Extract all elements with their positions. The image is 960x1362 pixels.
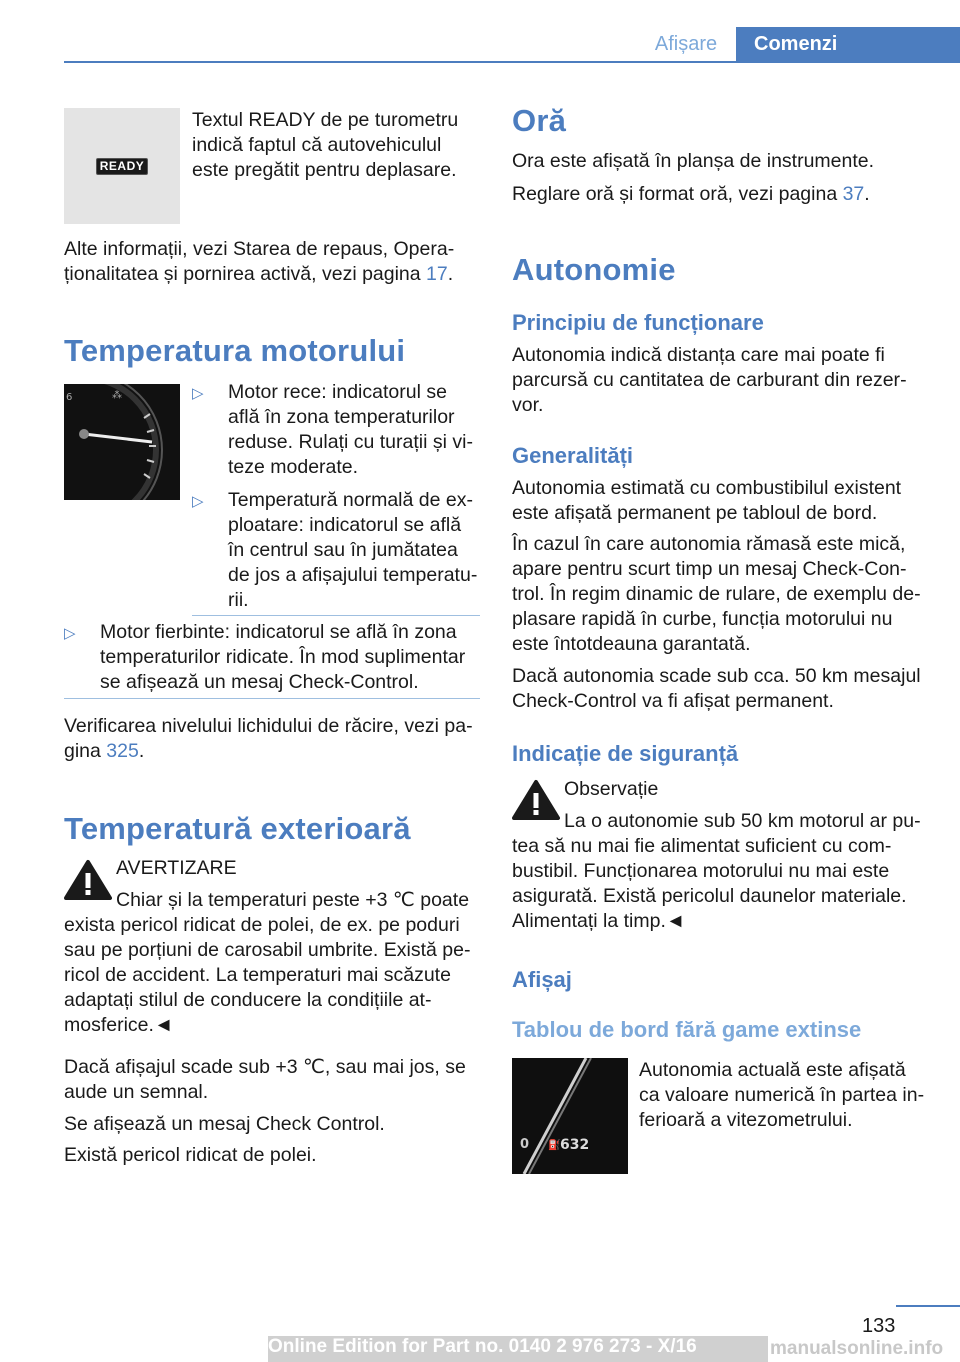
- bullet-arrow-icon: ▷: [192, 385, 204, 402]
- general-heading: Generalități: [512, 443, 634, 468]
- dashboard-heading: Tablou de bord fără game extinse: [512, 1017, 862, 1042]
- page-number: 133: [862, 1315, 896, 1337]
- warning-label: AVERTIZARE: [116, 857, 237, 879]
- header-section-label[interactable]: Afișare: [654, 33, 718, 55]
- clock-set-end: .: [864, 183, 870, 205]
- svg-text:6: 6: [66, 392, 73, 403]
- ice-risk-paragraph: Există pericol ridicat de polei.: [64, 1144, 317, 1166]
- clock-set-paragraph: [512, 182, 928, 207]
- page-link-325[interactable]: 325: [106, 740, 139, 762]
- safety-heading: Indicație de siguranță: [512, 741, 739, 766]
- gauge-zero-label: 0: [520, 1137, 530, 1152]
- warning-text: Chiar și la temperaturi peste +3 ℃ poate exista pericol ridicat de polei, de ex. pe poduri sau pe porțiuni de carosabil umbrite. Există pericol de accident. La temperaturi mai scăzute adaptați stilul de conducere la condițiile atmosferice.◄: [64, 889, 471, 1036]
- principle-paragraph: Autonomia indică distanța care mai poate fi parcursă cu cantitatea de carburant din rezervor.: [512, 344, 907, 416]
- footer-rule: [896, 1305, 960, 1307]
- fuel-pump-icon: ⛽: [548, 1140, 561, 1151]
- clock-heading: Oră: [512, 103, 567, 138]
- watermark: manualsonline.info: [770, 1338, 944, 1359]
- page-link-17[interactable]: 17: [426, 263, 448, 285]
- speedometer-graphic: [512, 1058, 628, 1174]
- gauge-range-value: 632: [560, 1137, 590, 1153]
- general-paragraph-2: În cazul în care autonomia rămasă este mică, apare pentru scurt timp un mesaj Check-Control. În regim dinamic de rulare, de exemplu deplasare rapidă în curbe, funcția motorului nu este întotdeauna garantată.: [512, 533, 921, 655]
- bullet-arrow-icon: ▷: [192, 493, 204, 510]
- header-chapter-tab[interactable]: Comenzi: [736, 27, 960, 61]
- page-header: [0, 0, 960, 62]
- bullet-cold-text: Motor rece: indicatorul se află în zona temperaturilor reduse. Rulați cu turații și viteze moderate.: [228, 381, 473, 478]
- note-label: Observație: [564, 778, 659, 800]
- clock-set-text: Reglare oră și format oră, vezi pagina: [512, 183, 843, 205]
- more-info-end: .: [447, 263, 454, 285]
- general-paragraph-1: Autonomia estimată cu combustibilul existent este afișată permanent pe tabloul de bord.: [512, 477, 902, 524]
- footer-edition: Online Edition for Part no. 0140 2 976 273 - X/16: [268, 1336, 697, 1357]
- bullet-arrow-icon: ▷: [64, 625, 76, 642]
- engine-temp-gauge-image: [64, 384, 180, 500]
- ready-badge: [96, 158, 148, 175]
- coolant-paragraph: [64, 714, 480, 764]
- principle-heading: Principiu de funcționare: [512, 310, 764, 335]
- range-heading: Autonomie: [512, 252, 676, 287]
- general-paragraph-3: Dacă autonomia scade sub cca. 50 km mesajul Check-Control va fi afișat permanent.: [512, 665, 921, 712]
- speedometer-range-image: [512, 1058, 628, 1174]
- more-info-text: Alte informații, vezi Starea de repaus, Operaționalitatea și pornirea activă, vezi pagina: [64, 238, 455, 285]
- engine-temp-heading: Temperatura motorului: [64, 333, 406, 368]
- more-info-paragraph: [64, 237, 480, 287]
- signal-paragraph: Dacă afișajul scade sub +3 ℃, sau mai jos, se aude un semnal.: [64, 1056, 466, 1103]
- note-text: La o autonomie sub 50 km motorul ar putea să nu mai fie alimentat suficient cu combustibil. Funcționarea motorului nu mai este asigurată. Există pericolul daunelor materiale. Alimentați la timp.◄: [512, 810, 921, 932]
- bullet-divider-2: [64, 698, 480, 699]
- coolant-text: Verificarea nivelului lichidului de răcire, vezi pagina: [64, 715, 473, 762]
- check-control-paragraph: Se afișează un mesaj Check Control.: [64, 1113, 385, 1135]
- outside-temp-heading: Temperatură exterioară: [64, 811, 411, 846]
- svg-text:⁂: ⁂: [112, 390, 122, 401]
- dashboard-paragraph: Autonomia actuală este afișată ca valoare numerică în partea inferioară a vitezometrului.: [639, 1059, 925, 1131]
- clock-paragraph: Ora este afișată în planșa de instrumente.: [512, 150, 875, 172]
- coolant-end: .: [138, 740, 145, 762]
- bullet-hot-text: Motor fierbinte: indicatorul se află în zona temperaturilor ridicate. În mod suplimentar se afișează un mesaj Check-Control.: [100, 621, 466, 693]
- bullet-normal-text: Temperatură normală de exploatare: indicatorul se află în centrul sau în jumătatea de jos a afișajului temperaturii.: [228, 489, 478, 611]
- gauge-graphic: [64, 384, 180, 500]
- ready-indicator-image: [64, 108, 180, 224]
- ready-description: Textul READY de pe turometru indică faptul că autovehiculul este pregătit pentru deplasare.: [192, 109, 459, 181]
- header-rule: [64, 61, 960, 63]
- ready-badge-text: READY: [99, 159, 145, 173]
- bullet-divider-1: [192, 615, 480, 616]
- display-heading: Afișaj: [512, 967, 572, 992]
- page-link-37[interactable]: 37: [842, 183, 865, 205]
